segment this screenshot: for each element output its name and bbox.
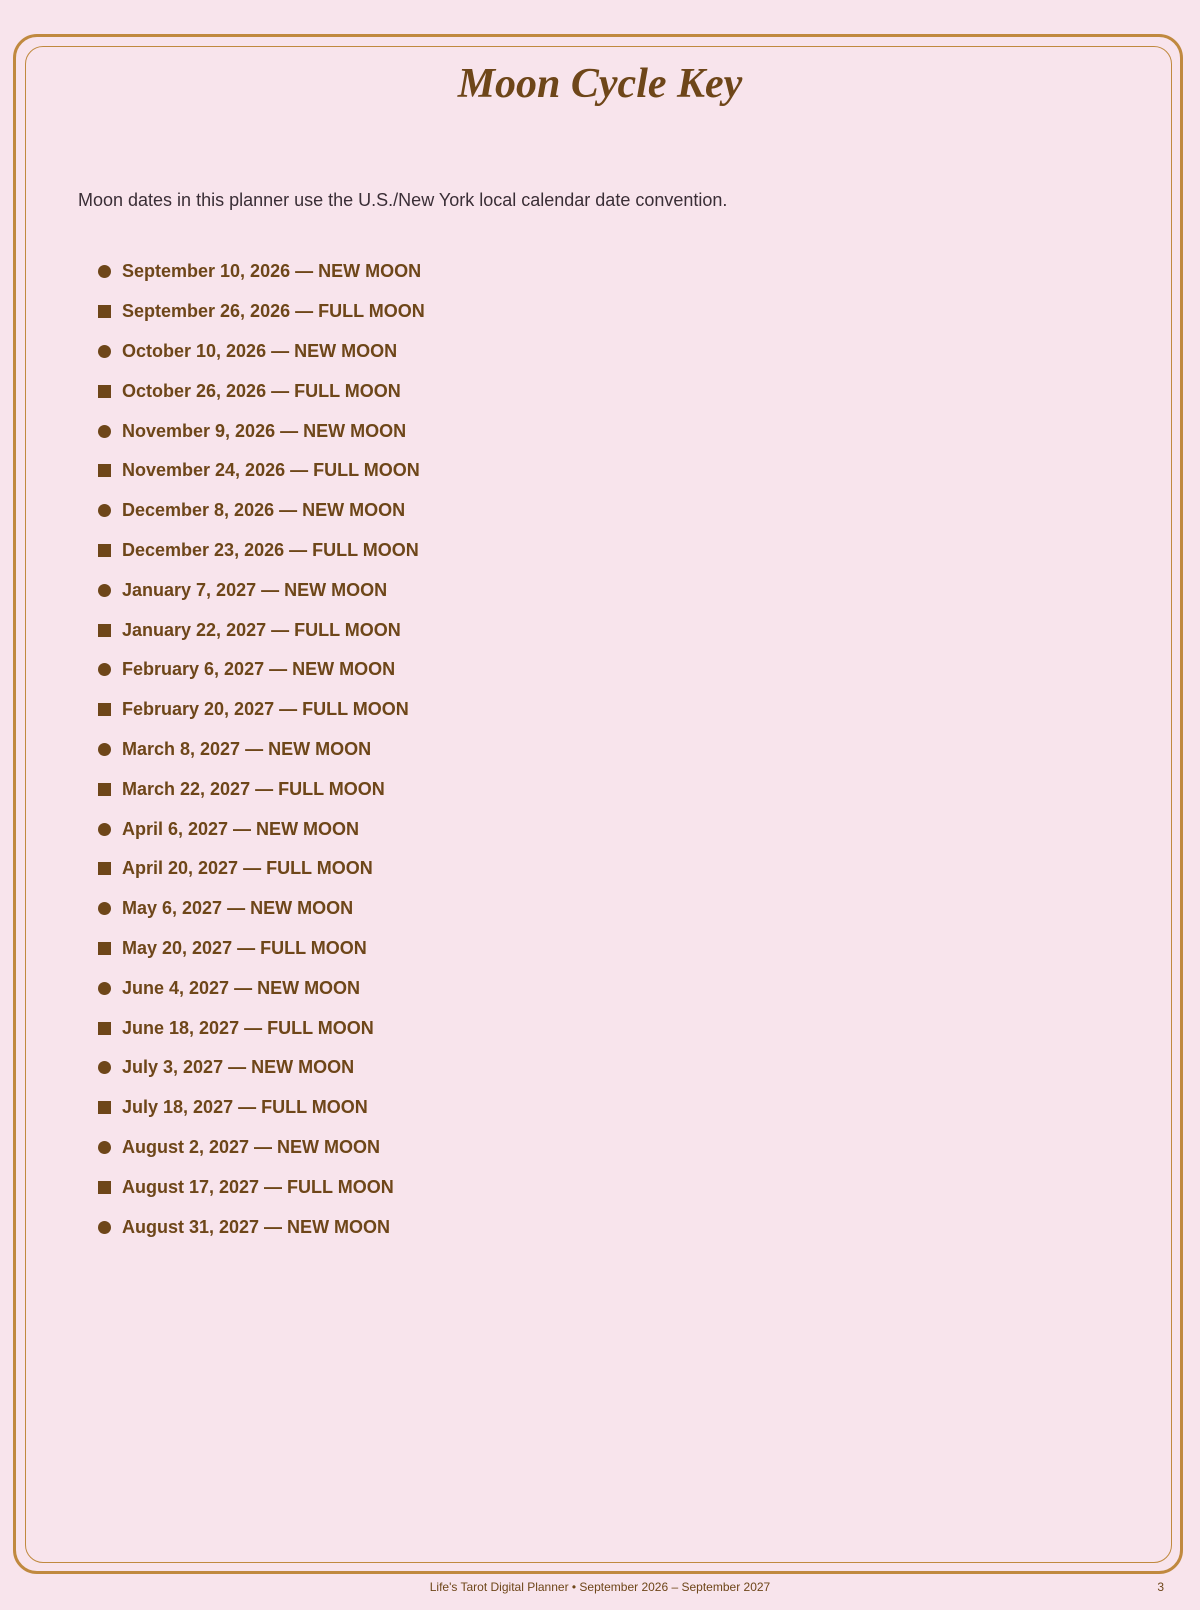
moon-phase-item bbox=[98, 332, 425, 372]
moon-phase-label: May 20, 2027 — FULL MOON bbox=[122, 937, 367, 958]
circle-bullet-icon bbox=[98, 345, 111, 358]
circle-bullet-icon bbox=[98, 1061, 111, 1074]
moon-phase-item bbox=[98, 610, 425, 650]
moon-phase-item bbox=[98, 491, 425, 531]
moon-phase-list bbox=[98, 252, 425, 1247]
moon-phase-item bbox=[98, 650, 425, 690]
circle-bullet-icon bbox=[98, 902, 111, 915]
square-bullet-icon bbox=[98, 385, 111, 398]
moon-phase-label: September 26, 2026 — FULL MOON bbox=[122, 301, 425, 322]
moon-phase-label: March 22, 2027 — FULL MOON bbox=[122, 778, 385, 799]
moon-phase-label: May 6, 2027 — NEW MOON bbox=[122, 898, 354, 919]
moon-phase-label: April 20, 2027 — FULL MOON bbox=[122, 858, 373, 879]
moon-phase-label: March 8, 2027 — NEW MOON bbox=[122, 738, 372, 759]
square-bullet-icon bbox=[98, 783, 111, 796]
square-bullet-icon bbox=[98, 544, 111, 557]
moon-phase-item bbox=[98, 1207, 425, 1247]
moon-phase-label: April 6, 2027 — NEW MOON bbox=[122, 818, 360, 839]
circle-bullet-icon bbox=[98, 1221, 111, 1234]
moon-phase-item bbox=[98, 1008, 425, 1048]
moon-phase-item bbox=[98, 849, 425, 889]
moon-phase-label: January 22, 2027 — FULL MOON bbox=[122, 619, 401, 640]
moon-phase-item bbox=[98, 769, 425, 809]
moon-phase-label: November 9, 2026 — NEW MOON bbox=[122, 420, 407, 441]
circle-bullet-icon bbox=[98, 663, 111, 676]
square-bullet-icon bbox=[98, 305, 111, 318]
square-bullet-icon bbox=[98, 624, 111, 637]
square-bullet-icon bbox=[98, 1181, 111, 1194]
moon-phase-label: December 23, 2026 — FULL MOON bbox=[122, 539, 419, 560]
moon-phase-label: August 2, 2027 — NEW MOON bbox=[122, 1136, 381, 1157]
square-bullet-icon bbox=[98, 1101, 111, 1114]
moon-phase-label: December 8, 2026 — NEW MOON bbox=[122, 500, 406, 521]
moon-phase-item bbox=[98, 968, 425, 1008]
page-number: 3 bbox=[1157, 1580, 1164, 1594]
moon-phase-item bbox=[98, 929, 425, 969]
moon-phase-item bbox=[98, 451, 425, 491]
circle-bullet-icon bbox=[98, 504, 111, 517]
moon-phase-item bbox=[98, 1167, 425, 1207]
moon-phase-label: September 10, 2026 — NEW MOON bbox=[122, 261, 422, 282]
moon-phase-label: August 17, 2027 — FULL MOON bbox=[122, 1176, 394, 1197]
square-bullet-icon bbox=[98, 464, 111, 477]
moon-phase-item bbox=[98, 531, 425, 571]
page-title: Moon Cycle Key bbox=[457, 61, 743, 107]
moon-phase-item bbox=[98, 252, 425, 292]
moon-phase-label: June 18, 2027 — FULL MOON bbox=[122, 1017, 374, 1038]
moon-phase-item bbox=[98, 1088, 425, 1128]
moon-phase-item bbox=[98, 292, 425, 332]
moon-phase-label: June 4, 2027 — NEW MOON bbox=[122, 977, 361, 998]
square-bullet-icon bbox=[98, 862, 111, 875]
moon-phase-label: July 18, 2027 — FULL MOON bbox=[122, 1097, 368, 1118]
moon-phase-item bbox=[98, 1048, 425, 1088]
circle-bullet-icon bbox=[98, 823, 111, 836]
moon-phase-label: February 20, 2027 — FULL MOON bbox=[122, 699, 409, 720]
moon-phase-label: February 6, 2027 — NEW MOON bbox=[122, 659, 396, 680]
moon-phase-item bbox=[98, 570, 425, 610]
moon-phase-label: January 7, 2027 — NEW MOON bbox=[122, 579, 388, 600]
circle-bullet-icon bbox=[98, 1141, 111, 1154]
moon-phase-label: November 24, 2026 — FULL MOON bbox=[122, 460, 420, 481]
square-bullet-icon bbox=[98, 942, 111, 955]
moon-phase-item bbox=[98, 690, 425, 730]
footer-text: Life's Tarot Digital Planner • September 2026 – September 2027 bbox=[429, 1580, 771, 1594]
moon-phase-item bbox=[98, 809, 425, 849]
moon-phase-item bbox=[98, 889, 425, 929]
moon-phase-item bbox=[98, 730, 425, 770]
circle-bullet-icon bbox=[98, 265, 111, 278]
circle-bullet-icon bbox=[98, 584, 111, 597]
moon-phase-label: August 31, 2027 — NEW MOON bbox=[122, 1216, 391, 1237]
moon-phase-item bbox=[98, 1128, 425, 1168]
square-bullet-icon bbox=[98, 1022, 111, 1035]
moon-phase-label: October 10, 2026 — NEW MOON bbox=[122, 340, 398, 361]
moon-phase-label: October 26, 2026 — FULL MOON bbox=[122, 380, 401, 401]
square-bullet-icon bbox=[98, 703, 111, 716]
circle-bullet-icon bbox=[98, 743, 111, 756]
moon-phase-item bbox=[98, 411, 425, 451]
circle-bullet-icon bbox=[98, 425, 111, 438]
intro-text: Moon dates in this planner use the U.S./New York local calendar date convention. bbox=[78, 190, 728, 210]
moon-phase-label: July 3, 2027 — NEW MOON bbox=[122, 1057, 355, 1078]
moon-phase-item bbox=[98, 371, 425, 411]
circle-bullet-icon bbox=[98, 982, 111, 995]
